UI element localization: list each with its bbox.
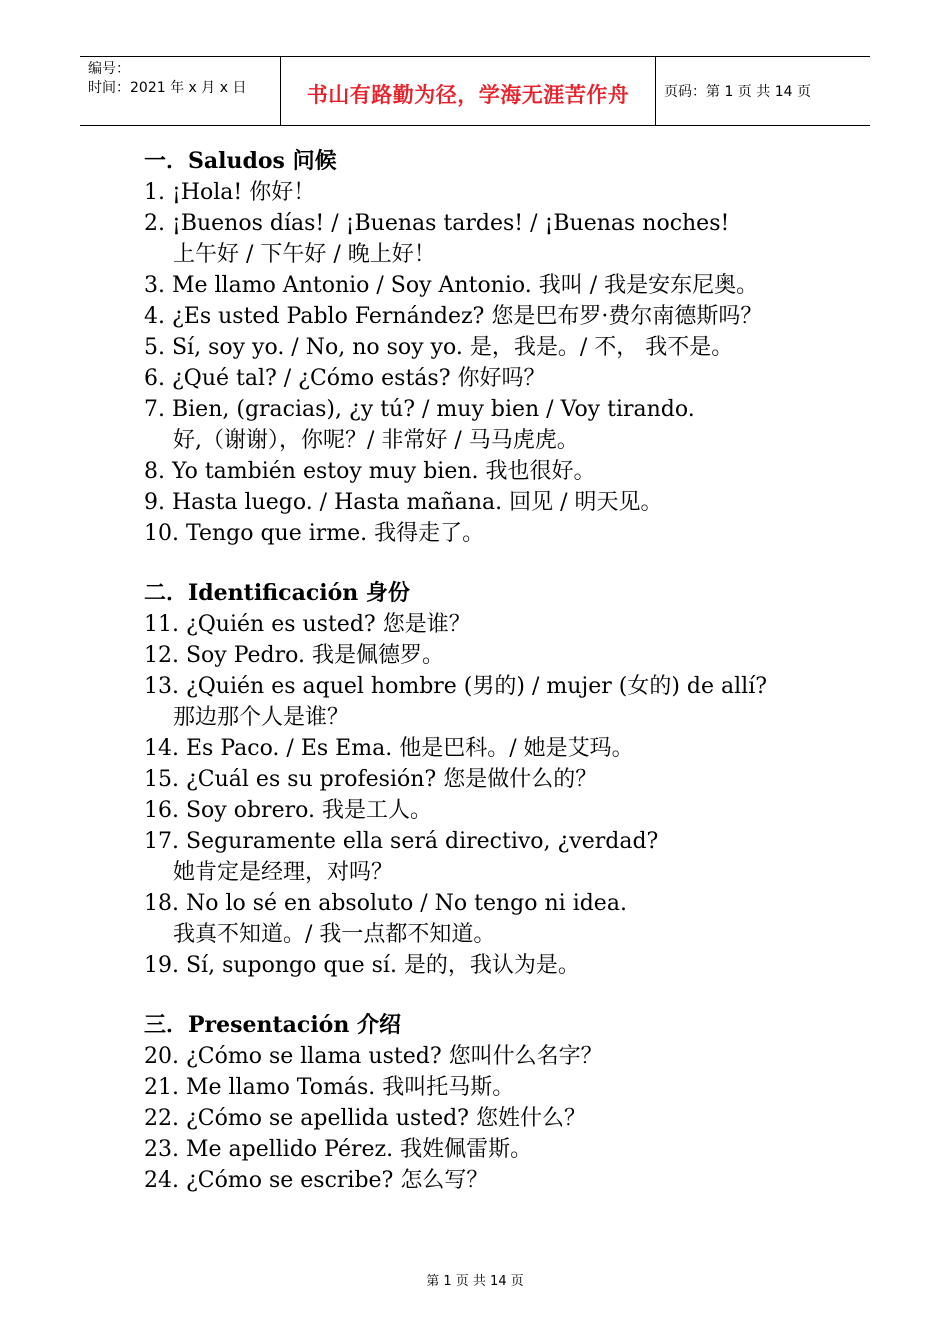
phrase-translation-line: 她肯定是经理，对吗？ bbox=[173, 860, 394, 885]
phrase-line: 16. Soy obrero. 我是工人。 bbox=[144, 798, 432, 823]
phrase-line: 6. ¿Qué tal? / ¿Cómo estás? 你好吗？ bbox=[144, 366, 546, 391]
motto: 书山有路勤为径，学海无涯苦作舟 bbox=[306, 83, 630, 107]
phrase-line: 9. Hasta luego. / Hasta mañana. 回见 / 明天见。 bbox=[144, 490, 663, 515]
phrase-line: 24. ¿Cómo se escribe? 怎么写？ bbox=[144, 1168, 489, 1193]
phrase-translation-line: 上午好 / 下午好 / 晚上好！ bbox=[173, 242, 436, 267]
section-spacer bbox=[144, 981, 864, 1010]
phrase-line: 19. Sí, supongo que sí. 是的，我认为是。 bbox=[144, 953, 580, 978]
section-title: 一．Saludos 问候 bbox=[144, 148, 337, 174]
date-label: 时间：2021 年 x 月 x 日 bbox=[88, 80, 247, 96]
page-footer: 第 1 页 共 14 页 bbox=[426, 1274, 524, 1289]
phrase-line: 17. Seguramente ella será directivo, ¿verdad? bbox=[144, 829, 659, 854]
header-info-cell bbox=[80, 57, 280, 125]
phrase-translation-line: 好,（谢谢），你呢？/ 非常好 / 马马虎虎。 bbox=[173, 428, 579, 453]
phrase-line: 8. Yo también estoy muy bien. 我也很好。 bbox=[144, 459, 596, 484]
phrase-line: 18. No lo sé en absoluto / No tengo ni idea. bbox=[144, 891, 627, 916]
phrase-line: 5. Sí, soy yo. / No, no soy yo. 是，我是。/ 不， 我不是。 bbox=[144, 335, 734, 360]
phrase-translation-line: 我真不知道。/ 我一点都不知道。 bbox=[173, 922, 496, 947]
phrase-line: 12. Soy Pedro. 我是佩德罗。 bbox=[144, 643, 444, 668]
number-label: 编号： bbox=[88, 61, 130, 77]
phrase-line: 4. ¿Es usted Pablo Fernández? 您是巴布罗·费尔南德斯吗？ bbox=[144, 304, 763, 329]
header-page-info: 页码：第 1 页 共 14 页 bbox=[664, 84, 811, 100]
header-motto-cell bbox=[280, 57, 656, 125]
phrase-line: 10. Tengo que irme. 我得走了。 bbox=[144, 521, 485, 546]
phrase-line: 13. ¿Quién es aquel hombre (男的) / mujer (女的) de allí? bbox=[144, 674, 768, 699]
phrase-line: 23. Me apellido Pérez. 我姓佩雷斯。 bbox=[144, 1137, 533, 1162]
phrase-line: 11. ¿Quién es usted? 您是谁？ bbox=[144, 612, 471, 637]
header-page-cell bbox=[655, 57, 870, 125]
phrase-line: 14. Es Paco. / Es Ema. 他是巴科。/ 她是艾玛。 bbox=[144, 736, 634, 761]
phrase-line: 22. ¿Cómo se apellida usted? 您姓什么？ bbox=[144, 1106, 586, 1131]
phrase-line: 15. ¿Cuál es su profesión? 您是做什么的？ bbox=[144, 767, 598, 792]
phrase-line: 1. ¡Hola! 你好！ bbox=[144, 180, 316, 205]
phrase-line: 20. ¿Cómo se llama usted? 您叫什么名字？ bbox=[144, 1044, 603, 1069]
section-title: 二．Identificación 身份 bbox=[144, 580, 410, 606]
document-body bbox=[144, 146, 864, 1196]
phrase-line: 7. Bien, (gracias), ¿y tú? / muy bien / Voy tirando. bbox=[144, 397, 695, 422]
section-title: 三．Presentación 介绍 bbox=[144, 1012, 402, 1038]
phrase-translation-line: 那边那个人是谁？ bbox=[173, 705, 350, 730]
document-header bbox=[80, 56, 870, 126]
phrase-line: 3. Me llamo Antonio / Soy Antonio. 我叫 / 我是安东尼奥。 bbox=[144, 273, 759, 298]
phrase-line: 2. ¡Buenos días! / ¡Buenas tardes! / ¡Buenas noches! bbox=[144, 211, 730, 236]
section-spacer bbox=[144, 549, 864, 578]
phrase-line: 21. Me llamo Tomás. 我叫托马斯。 bbox=[144, 1075, 515, 1100]
